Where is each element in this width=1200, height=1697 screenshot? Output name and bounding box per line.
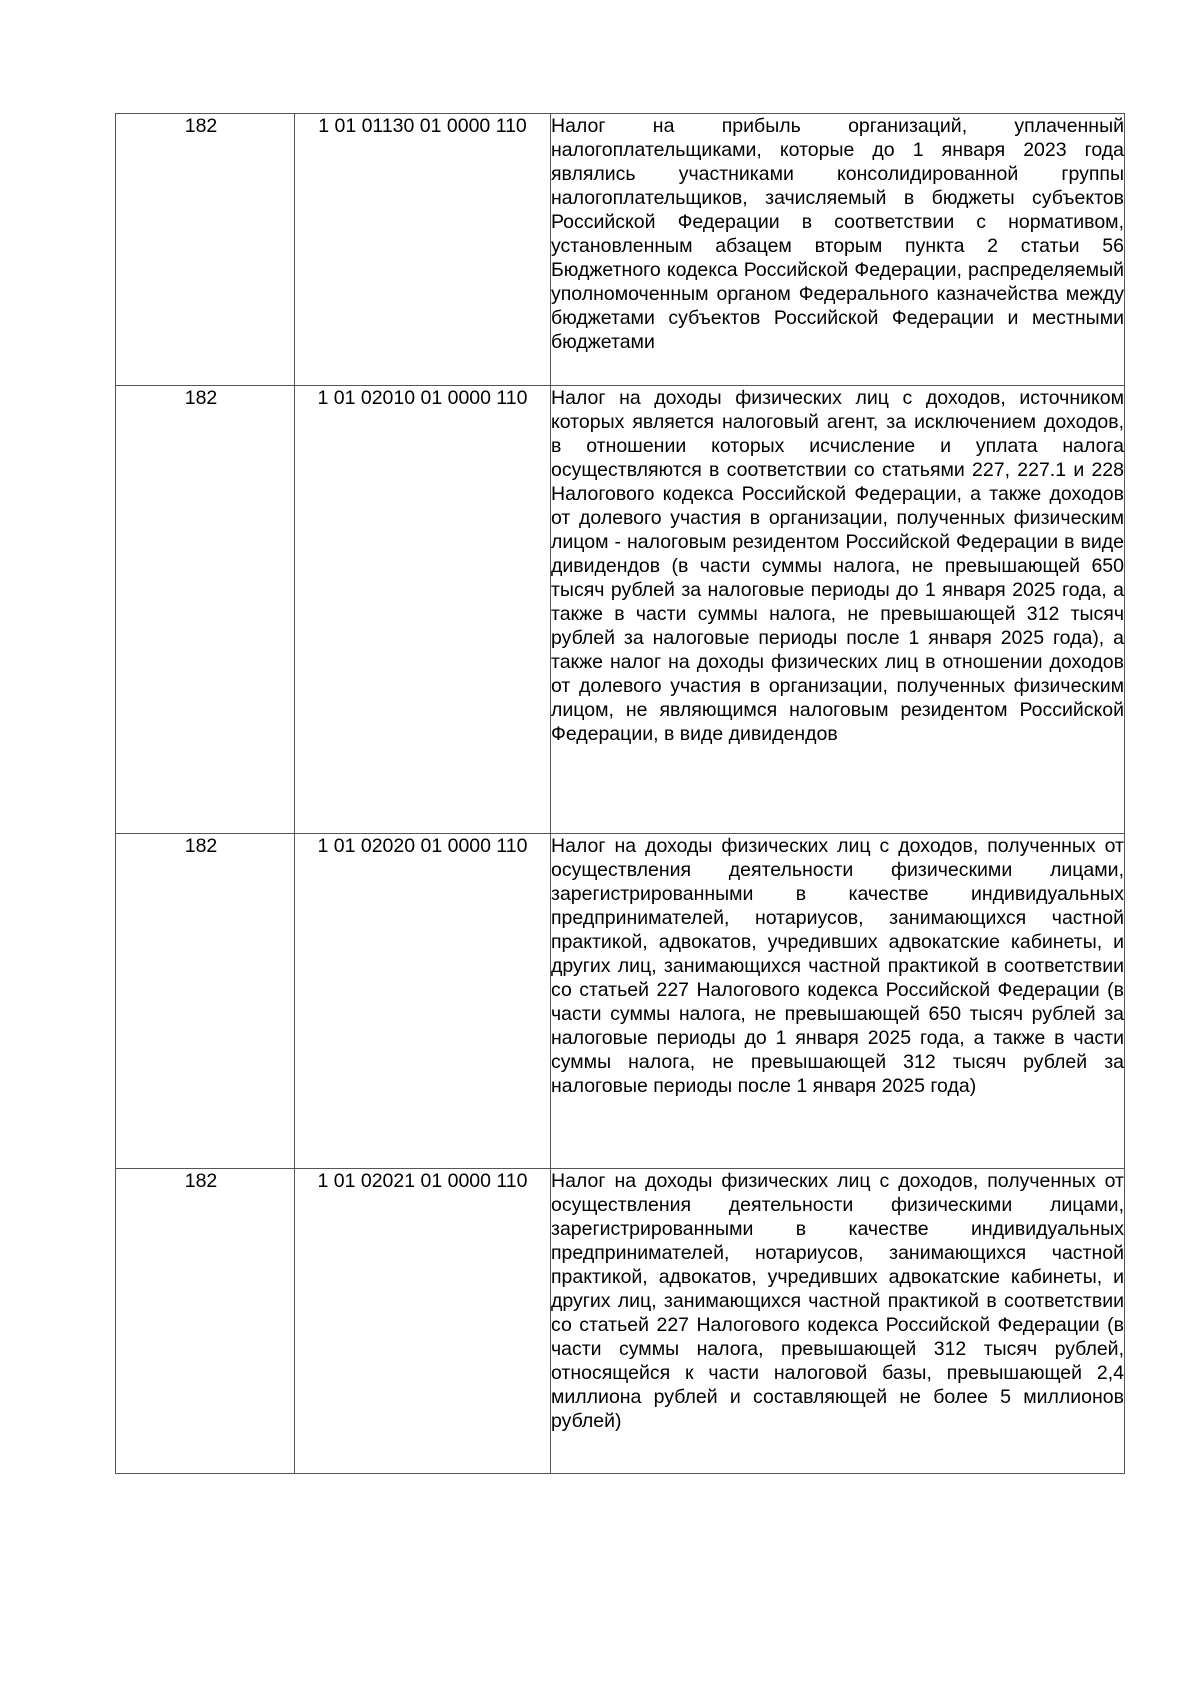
income-name-cell [551, 834, 1125, 1169]
admin-code: 182 [184, 1170, 218, 1192]
admin-code-cell [116, 386, 295, 834]
budget-classification-table [115, 113, 1125, 1474]
budget-code-cell [295, 114, 551, 386]
budget-code-cell [295, 1169, 551, 1474]
table-row [116, 386, 1125, 834]
income-name-cell [551, 386, 1125, 834]
admin-code-cell [116, 834, 295, 1169]
income-name: Налог на доходы физических лиц с доходов, источником которых является налоговый агент, за исключением доходов, в отношении которых исчисление и уплата налога осуществляются в соответствии со статьями 227, 227.1 и 228 Налогового кодекса Российской Федерации, а также доходов от долевого участия в организации, полученных физическим лицом - налоговым резидентом Российской Федерации в виде дивидендов (в части суммы налога, не превышающей 650 тысяч рублей за налоговые периоды до 1 января 2025 года, а также в части суммы налога, не превышающей 312 тысяч рублей за налоговые периоды после 1 января 2025 года), а также налог на доходы физических лиц в отношении доходов от долевого участия в организации, полученных физическим лицом, не являющимся налоговым резидентом Российской Федерации, в виде дивидендов [551, 387, 1124, 745]
admin-code: 182 [184, 835, 218, 857]
budget-code-cell [295, 834, 551, 1169]
income-name: Налог на прибыль организаций, уплаченный налогоплательщиками, которые до 1 января 2023 года являлись участниками консолидированной группы налогоплательщиков, зачисляемый в бюджеты субъектов Российской Федерации в соответствии с нормативом, установленным абзацем вторым пункта 2 статьи 56 Бюджетного кодекса Российской Федерации, распределяемый уполномоченным органом Федерального казначейства между бюджетами субъектов Российской Федерации и местными бюджетами [551, 115, 1124, 353]
admin-code-cell [116, 114, 295, 386]
table-row [116, 1169, 1125, 1474]
income-name: Налог на доходы физических лиц с доходов, полученных от осуществления деятельности физическими лицами, зарегистрированными в качестве индивидуальных предпринимателей, нотариусов, занимающихся частной практикой, адвокатов, учредивших адвокатские кабинеты, и других лиц, занимающихся частной практикой в соответствии со статьей 227 Налогового кодекса Российской Федерации (в части суммы налога, не превышающей 650 тысяч рублей за налоговые периоды до 1 января 2025 года, а также в части суммы налога, не превышающей 312 тысяч рублей за налоговые периоды после 1 января 2025 года) [551, 835, 1124, 1097]
admin-code-cell [116, 1169, 295, 1474]
budget-code-cell [295, 386, 551, 834]
admin-code: 182 [184, 387, 218, 409]
budget-code: 1 01 01130 01 0000 110 [318, 115, 527, 137]
table-row [116, 834, 1125, 1169]
income-name-cell [551, 114, 1125, 386]
income-name-cell [551, 1169, 1125, 1474]
table-row [116, 114, 1125, 386]
admin-code: 182 [184, 115, 218, 137]
income-name: Налог на доходы физических лиц с доходов, полученных от осуществления деятельности физическими лицами, зарегистрированными в качестве индивидуальных предпринимателей, нотариусов, занимающихся частной практикой, адвокатов, учредивших адвокатские кабинеты, и других лиц, занимающихся частной практикой в соответствии со статьей 227 Налогового кодекса Российской Федерации (в части суммы налога, превышающей 312 тысяч рублей, относящейся к части налоговой базы, превышающей 2,4 миллиона рублей и составляющей не более 5 миллионов рублей) [551, 1170, 1124, 1432]
budget-code: 1 01 02020 01 0000 110 [317, 835, 528, 857]
budget-code: 1 01 02021 01 0000 110 [317, 1170, 528, 1192]
budget-code: 1 01 02010 01 0000 110 [317, 387, 528, 409]
